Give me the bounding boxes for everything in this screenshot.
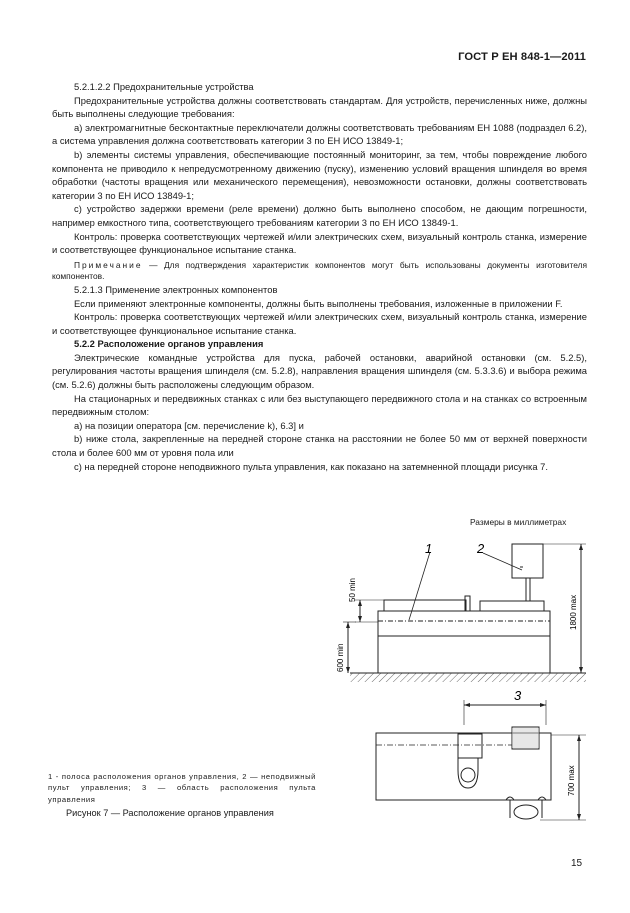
list-item-b: b) элементы системы управления, обеспечивающие постоянный мониторинг, за тем, чтобы повреждение любого компонента не приводило к непредусмотренному движению (пуску), изменению условий вращения шпинделя во время обработки (частоты вращения или механического перемещения), невозможности остановки, должны соответствовать категории 3 по ЕН ИСО 13849-1; bbox=[52, 148, 587, 201]
paragraph: Предохранительные устройства должны соответствовать стандартам. Для устройств, перечисленных ниже, должны быть выполнены следующие требования: bbox=[52, 94, 587, 120]
dim-label-700: 700 max bbox=[567, 765, 576, 796]
workpiece bbox=[384, 600, 466, 611]
paragraph: Если применяют электронные компоненты, должны быть выполнены требования, изложенные в приложении F. bbox=[74, 297, 563, 309]
shaded-control-zone bbox=[512, 728, 539, 748]
table-slide bbox=[480, 601, 544, 611]
document-code: ГОСТ Р ЕН 848-1—2011 bbox=[458, 51, 586, 63]
subclause-heading: 5.2.1.2.2 Предохранительные устройства bbox=[74, 81, 254, 92]
dim-label-50: 50 min bbox=[348, 577, 357, 602]
control-paragraph: Контроль: проверка соответствующих чертежей и/или электрических схем, визуальный контроль станка, измерение и соответствующее функциональное испытание станка. bbox=[52, 311, 587, 336]
control-paragraph: Контроль: проверка соответствующих чертежей и/или электрических схем, визуальный контроль станка, измерение и соответствующее функциональное испытание станка. bbox=[52, 230, 587, 256]
list-item-b: b) ниже стола, закрепленные на передней стороне станка на расстоянии не более 50 мм от верхней поверхности стола и более 600 мм от уровня пола или bbox=[52, 433, 587, 459]
figure-legend bbox=[48, 771, 316, 805]
machine-base bbox=[378, 636, 550, 673]
paragraph: На стационарных и передвижных станках с или без выступающего передвижного стола и на станках со встроенным передвижным столом: bbox=[52, 392, 587, 418]
list-item-a: а) электромагнитные бесконтактные переключатели должны соответствовать требованиям ЕН 1088 (подраздел 6.2), а система управления должна соответствовать категории 3 по ЕН ИСО 13849-1; bbox=[52, 121, 587, 147]
list-item-c: с) устройство задержки времени (реле времени) должно быть выполнено способом, не дающим погрешности, например емкостного типа, соответствующего требованиям категории 3 по ЕН ИСО 13849-1. bbox=[52, 203, 587, 228]
callout-3: 3 bbox=[514, 688, 522, 703]
legend-item-1: 1 - полоса расположения органов управления, bbox=[48, 772, 240, 781]
dim-label-600: 600 min bbox=[336, 643, 345, 672]
operator-head bbox=[514, 805, 538, 819]
legend-item-2: 2 — неподвижный пульт управления; bbox=[48, 772, 316, 793]
list-item-a: а) на позиции оператора [см. перечисление k), 6.3] и bbox=[74, 419, 304, 431]
note-label: Примечание bbox=[74, 259, 143, 270]
control-pendant bbox=[512, 544, 543, 578]
machine-table bbox=[378, 611, 550, 636]
page-number: 15 bbox=[571, 858, 583, 869]
callout-1: 1 bbox=[425, 541, 433, 556]
dim-label-1800: 1800 max bbox=[569, 594, 578, 630]
spindle-circle bbox=[461, 768, 475, 782]
callout-2: 2 bbox=[477, 541, 485, 556]
section-heading: 5.2.2 Расположение органов управления bbox=[74, 338, 264, 350]
floor-hatch bbox=[350, 673, 586, 682]
leader-2 bbox=[483, 553, 522, 570]
list-item-c: с) на передней стороне неподвижного пульта управления, как показано на затемненной площади рисунка 7. bbox=[74, 460, 548, 472]
note-text: — Для подтверждения характеристик компонентов могут быть использованы документы изготовителя компонентов. bbox=[52, 259, 588, 282]
leader-1 bbox=[409, 552, 430, 620]
legend-item-3: 3 — область расположения пульта управления bbox=[48, 783, 317, 804]
units-label: Размеры в миллиметрах bbox=[470, 517, 567, 527]
subclause-heading: 5.2.1.3 Применение электронных компонентов bbox=[74, 283, 278, 295]
paragraph: Электрические командные устройства для пуска, рабочей остановки, аварийной остановки (см. 5.2.5), регулирования частоты вращения шпинделя (см. 5.2.8), направления вращения шпинделя (см. 5.3.3.6) и выбора режима (см. 5.2.6) должны быть расположены следующим образом. bbox=[52, 351, 587, 391]
spindle-guard bbox=[458, 734, 482, 758]
figure-caption: Рисунок 7 — Расположение органов управления bbox=[66, 808, 274, 818]
